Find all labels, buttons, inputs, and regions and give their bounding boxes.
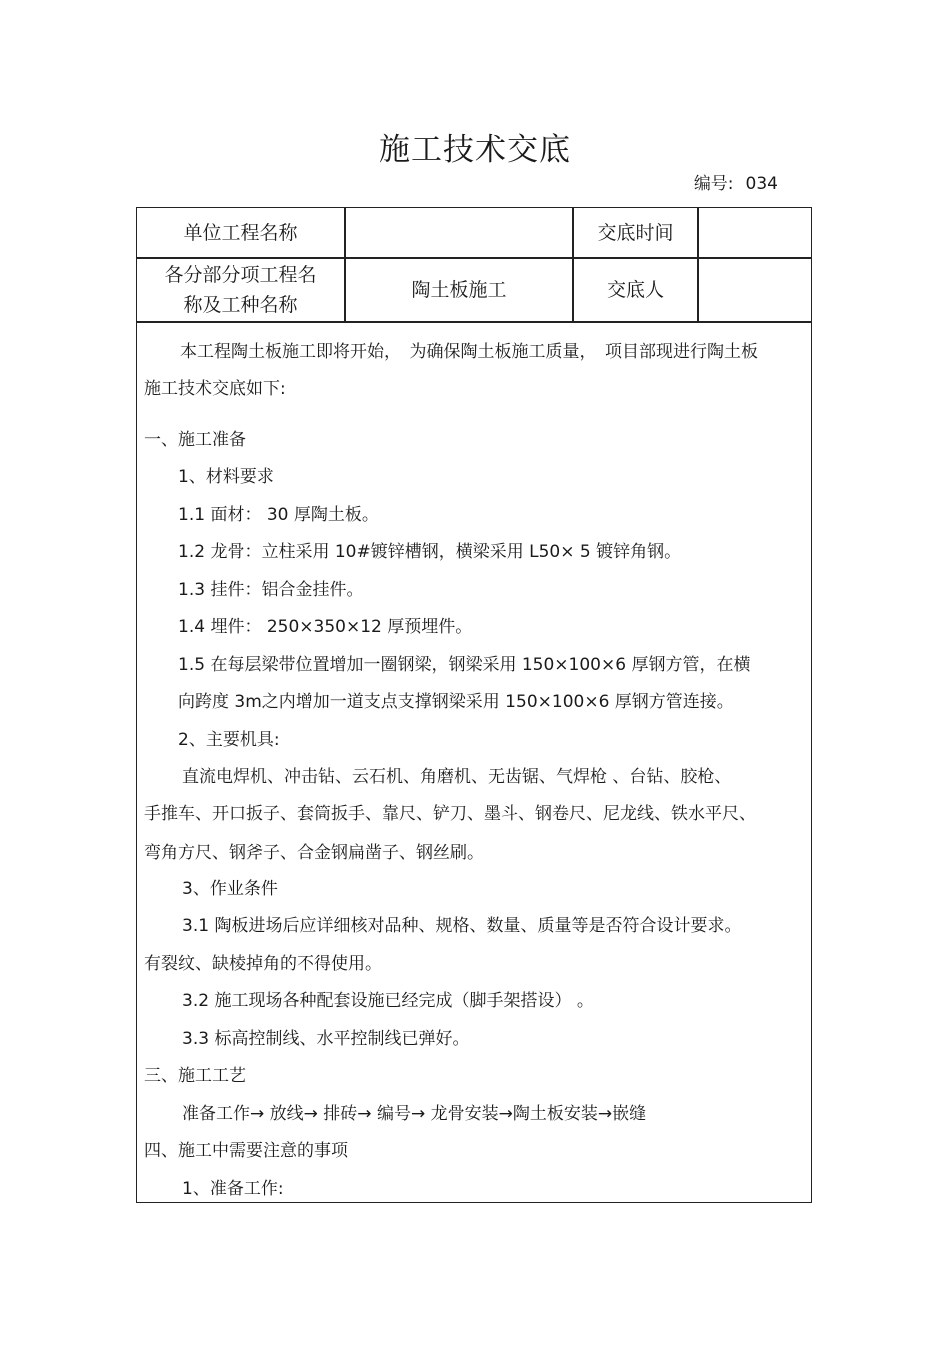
item-3-2: 3.2 施工现场各种配套设施已经完成（脚手架搭设） 。 <box>182 991 594 1011</box>
intro-line-1: 本工程陶土板施工即将开始， 为确保陶土板施工质量， 项目部现进行陶土板 <box>180 342 758 362</box>
item-3-1-line-1: 3.1 陶板进场后应详细核对品种、规格、数量、质量等是否符合设计要求。 <box>182 916 742 936</box>
unit-project-name-value <box>346 208 572 257</box>
subproject-name-label-line2: 称及工种名称 <box>183 294 298 316</box>
subsection-preparation-work: 1、准备工作: <box>182 1179 284 1199</box>
subproject-name-value: 陶土板施工 <box>411 279 507 301</box>
section-heading-precautions: 四、施工中需要注意的事项 <box>144 1141 348 1161</box>
tools-line-1: 直流电焊机、冲击钻、云石机、角磨机、无齿锯、气焊枪 、台钻、胶枪、 <box>182 767 732 787</box>
item-1-5-line-1: 1.5 在每层梁带位置增加一圈钢梁，钢梁采用 150×100×6 厚钢方管，在横 <box>178 655 751 675</box>
item-1-2: 1.2 龙骨：立柱采用 10#镀锌槽钢，横梁采用 L50× 5 镀锌角钢。 <box>178 542 682 562</box>
tools-line-3: 弯角方尺、钢斧子、合金钢扁凿子、钢丝刷。 <box>144 843 484 863</box>
item-3-1-line-2: 有裂纹、缺棱掉角的不得使用。 <box>144 954 382 974</box>
process-flow: 准备工作→ 放线→ 排砖→ 编号→ 龙骨安装→陶土板安装→嵌缝 <box>182 1104 647 1124</box>
disclosure-person-value <box>699 259 811 321</box>
item-1-3: 1.3 挂件：铝合金挂件。 <box>178 580 364 600</box>
intro-line-2: 施工技术交底如下: <box>144 379 286 399</box>
tools-line-2: 手推车、开口扳子、套筒扳手、靠尺、铲刀、墨斗、钢卷尺、尼龙线、铁水平尺、 <box>144 804 756 824</box>
disclosure-person-label: 交底人 <box>606 279 664 301</box>
document-number-label: 编号: <box>693 174 734 194</box>
item-1-4: 1.4 埋件： 250×350×12 厚预埋件。 <box>178 617 473 637</box>
disclosure-time-label: 交底时间 <box>597 221 674 244</box>
item-1-5-line-2: 向跨度 3m之内增加一道支点支撑钢梁采用 150×100×6 厚钢方管连接。 <box>178 692 734 712</box>
disclosure-time-value <box>699 208 811 257</box>
subproject-name-label-line1: 各分部分项工程名 <box>164 264 317 286</box>
unit-project-name-label: 单位工程名称 <box>183 221 298 244</box>
subsection-work-conditions: 3、作业条件 <box>182 879 278 899</box>
section-heading-process: 三、施工工艺 <box>144 1066 246 1086</box>
section-heading-preparation: 一、施工准备 <box>144 430 246 450</box>
document-number-value: 034 <box>745 174 778 194</box>
subsection-materials: 1、材料要求 <box>178 467 274 487</box>
document-title: 施工技术交底 <box>379 132 571 168</box>
table-row-divider <box>136 321 812 323</box>
subsection-tools: 2、主要机具: <box>178 730 280 750</box>
subproject-name-label <box>137 259 344 321</box>
item-1-1: 1.1 面材： 30 厚陶土板。 <box>178 505 379 525</box>
document-number <box>694 169 778 194</box>
item-3-3: 3.3 标高控制线、水平控制线已弹好。 <box>182 1029 470 1049</box>
